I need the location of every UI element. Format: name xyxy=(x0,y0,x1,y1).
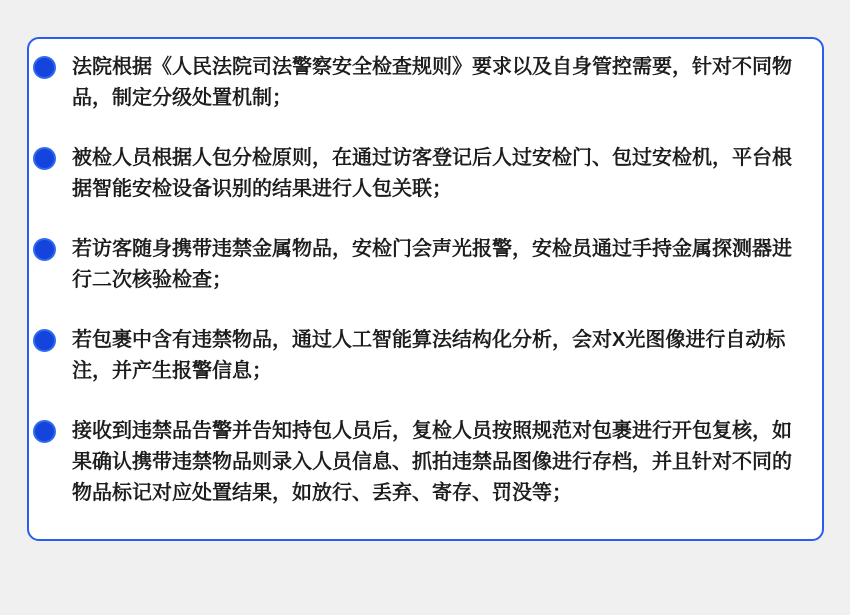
bullet-dot-icon xyxy=(33,147,56,170)
list-item xyxy=(33,52,792,114)
list-item-text: 被检人员根据人包分检原则，在通过访客登记后人过安检门、包过安检机，平台根据智能安检设备识别的结果进行人包关联； xyxy=(72,147,792,200)
list-item xyxy=(33,143,792,205)
bullet-dot-icon xyxy=(33,420,56,443)
security-check-info-card xyxy=(27,37,824,541)
bullet-dot-icon xyxy=(33,56,56,79)
list-item-text: 法院根据《人民法院司法警察安全检查规则》要求以及自身管控需要，针对不同物品，制定分级处置机制； xyxy=(72,56,792,109)
list-item-text: 若访客随身携带违禁金属物品，安检门会声光报警，安检员通过手持金属探测器进行二次核验检查； xyxy=(72,238,792,291)
list-item-text: 若包裹中含有违禁物品，通过人工智能算法结构化分析，会对X光图像进行自动标注，并产生报警信息； xyxy=(72,329,786,382)
list-item xyxy=(33,325,792,387)
list-item-text: 接收到违禁品告警并告知持包人员后，复检人员按照规范对包裹进行开包复核，如果确认携带违禁物品则录入人员信息、抓拍违禁品图像进行存档，并且针对不同的物品标记对应处置结果，如放行、丢弃、寄存、罚没等； xyxy=(72,420,792,504)
list-item xyxy=(33,416,792,509)
bullet-dot-icon xyxy=(33,329,56,352)
bullet-dot-icon xyxy=(33,238,56,261)
list-item xyxy=(33,234,792,296)
